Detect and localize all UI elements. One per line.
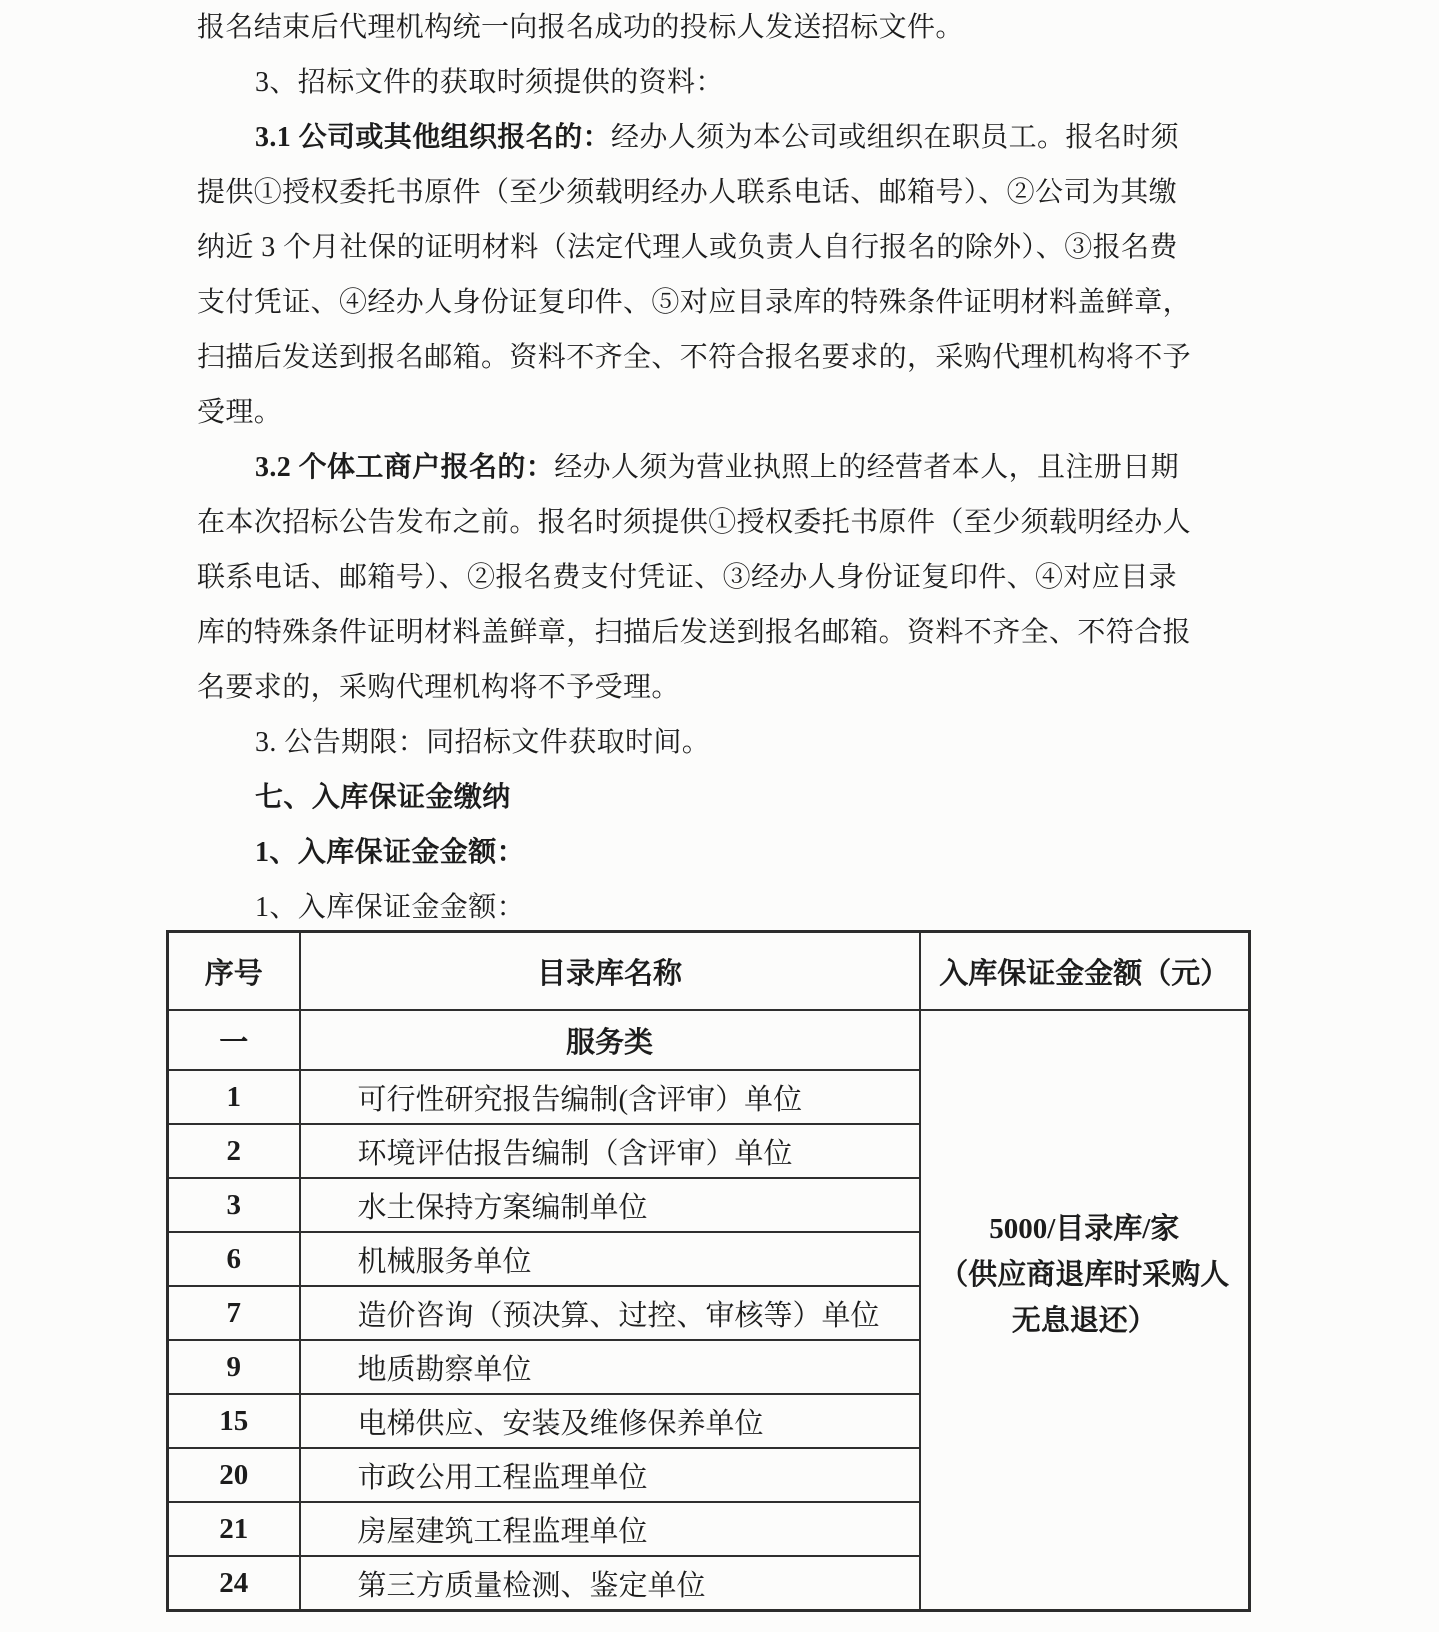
cell-index: 20 — [168, 1448, 300, 1502]
deposit-amount-line: 5000/目录库/家 — [989, 1213, 1180, 1245]
paragraph-line — [197, 715, 1187, 770]
cell-name: 房屋建筑工程监理单位 — [300, 1502, 920, 1556]
paragraph-line — [197, 165, 1187, 220]
text-segment: 3.2 个体工商户报名的： — [255, 452, 555, 483]
cell-index: 9 — [168, 1340, 300, 1394]
body-text — [197, 0, 1192, 935]
text-segment: 3.1 公司或其他组织报名的： — [255, 122, 612, 153]
text-segment: 受理。 — [197, 397, 283, 428]
paragraph-line — [197, 440, 1187, 495]
cell-index: 一 — [168, 1010, 300, 1070]
cell-name: 机械服务单位 — [300, 1232, 920, 1286]
deposit-table — [166, 930, 1251, 1612]
header-cell-index: 序号 — [168, 932, 300, 1011]
paragraph-line — [197, 275, 1192, 330]
text-segment: 报名结束后代理机构统一向报名成功的投标人发送招标文件。 — [197, 12, 964, 43]
cell-name: 地质勘察单位 — [300, 1340, 920, 1394]
cell-index: 3 — [168, 1178, 300, 1232]
paragraph-line — [197, 330, 1192, 385]
sub-heading-repeat — [197, 880, 1187, 935]
cell-index: 2 — [168, 1124, 300, 1178]
paragraph-line — [197, 0, 1187, 55]
text-segment: 提供①授权委托书原件（至少须载明经办人联系电话、邮箱号）、②公司为其缴 — [197, 177, 1178, 208]
paragraph-line — [197, 660, 1187, 715]
paragraph-line — [197, 605, 1192, 660]
text-segment: 3. 公告期限：同招标文件获取时间。 — [255, 727, 711, 758]
cell-index: 24 — [168, 1556, 300, 1611]
text-segment: 1、入库保证金金额： — [255, 837, 526, 868]
text-segment: 联系电话、邮箱号）、②报名费支付凭证、③经办人身份证复印件、④对应目录 — [197, 562, 1178, 593]
paragraph-line — [197, 495, 1192, 550]
table-header-row — [168, 932, 1250, 1011]
text-segment: 支付凭证、④经办人身份证复印件、⑤对应目录库的特殊条件证明材料盖鲜章， — [197, 287, 1192, 318]
cell-name: 第三方质量检测、鉴定单位 — [300, 1556, 920, 1611]
deposit-amount-line: 无息退还） — [1011, 1305, 1157, 1337]
paragraph-line — [197, 110, 1187, 165]
sub-heading — [197, 825, 1187, 880]
cell-index: 15 — [168, 1394, 300, 1448]
cell-index: 21 — [168, 1502, 300, 1556]
cell-index: 1 — [168, 1070, 300, 1124]
paragraph-line — [197, 385, 1187, 440]
table-group-row-service — [168, 1010, 1250, 1070]
merged-deposit-cell — [920, 1010, 1250, 1611]
cell-name: 市政公用工程监理单位 — [300, 1448, 920, 1502]
header-cell-catalog-name: 目录库名称 — [300, 932, 920, 1011]
cell-index: 7 — [168, 1286, 300, 1340]
cell-name: 环境评估报告编制（含评审）单位 — [300, 1124, 920, 1178]
text-segment: 1、入库保证金金额： — [255, 892, 526, 923]
cell-name: 可行性研究报告编制(含评审）单位 — [300, 1070, 920, 1124]
cell-group-name: 服务类 — [300, 1010, 920, 1070]
paragraph-line — [197, 220, 1187, 275]
text-segment: 在本次招标公告发布之前。报名时须提供①授权委托书原件（至少须载明经办人 — [197, 507, 1192, 538]
text-segment: 名要求的，采购代理机构将不予受理。 — [197, 672, 680, 703]
text-segment: 库的特殊条件证明材料盖鲜章，扫描后发送到报名邮箱。资料不齐全、不符合报 — [197, 617, 1192, 648]
paragraph-line — [197, 55, 1187, 110]
text-segment: 扫描后发送到报名邮箱。资料不齐全、不符合报名要求的，采购代理机构将不予 — [197, 342, 1192, 373]
text-segment: 七、入库保证金缴纳 — [255, 782, 511, 813]
paragraph-line — [197, 550, 1187, 605]
cell-name: 电梯供应、安装及维修保养单位 — [300, 1394, 920, 1448]
text-segment: 经办人须为本公司或组织在职员工。报名时须 — [611, 122, 1180, 153]
cell-name: 水土保持方案编制单位 — [300, 1178, 920, 1232]
text-segment: 纳近 3 个月社保的证明材料（法定代理人或负责人自行报名的除外）、③报名费 — [197, 232, 1178, 263]
text-segment: 经办人须为营业执照上的经营者本人，且注册日期 — [554, 452, 1180, 483]
deposit-amount-line: （供应商退库时采购人 — [939, 1259, 1230, 1291]
text-segment: 3、招标文件的获取时须提供的资料： — [255, 67, 724, 98]
section-heading — [197, 770, 1187, 825]
cell-name: 造价咨询（预决算、过控、审核等）单位 — [300, 1286, 920, 1340]
header-cell-deposit-amount: 入库保证金金额（元） — [920, 932, 1250, 1011]
cell-index: 6 — [168, 1232, 300, 1286]
